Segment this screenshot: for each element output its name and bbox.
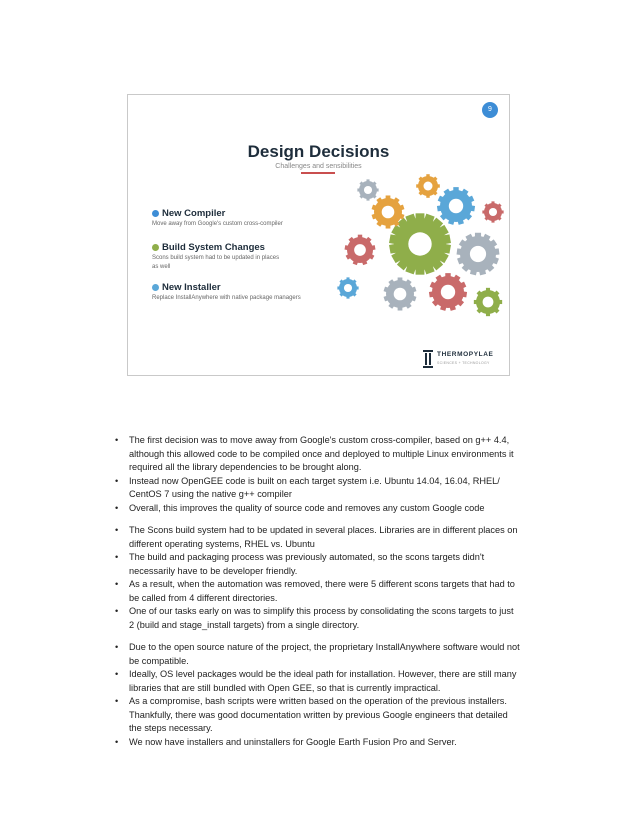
- slide-subtitle: Challenges and sensibilities: [275, 163, 362, 170]
- note-item: • Instead now OpenGEE code is built on each target system i.e. Ubuntu 14.04, 16.04, RHEL/ CentOS 7 using the native g++ compiler: [115, 475, 500, 499]
- note-item: • The build and packaging process was previously automated, so the scons targets didn't necessarily have to be developer friendly.: [115, 552, 485, 576]
- company-logo: [422, 349, 493, 369]
- gear-icon: [429, 273, 467, 311]
- item-description: as well: [152, 264, 171, 270]
- logo-tagline: SCIENCES + TECHNOLOGY: [437, 361, 490, 365]
- slide-item-build-system: [152, 242, 352, 271]
- item-description: Scons build system had to be updated in places: [152, 255, 280, 261]
- item-heading: New Installer: [162, 282, 221, 293]
- gear-icon: [357, 179, 378, 200]
- note-item: • One of our tasks early on was to simplify this process by consolidating the scons targets to just 2 (build and stage_install targets) from a single directory.: [115, 606, 514, 630]
- notes-group-installer: [115, 641, 520, 749]
- gear-icon: [337, 277, 358, 298]
- note-item: • Ideally, OS level packages would be the ideal path for installation. However, there are still many libraries that are still bundled with Open GEE, so that is currently impractical.: [115, 669, 517, 693]
- slide-item-new-compiler: [152, 208, 352, 228]
- note-item: • Overall, this improves the quality of source code and removes any custom Google code: [115, 502, 485, 513]
- item-description: Move away from Google's custom cross-compiler: [152, 221, 283, 227]
- bullet-dot-icon: [152, 210, 159, 217]
- gear-icon: [482, 201, 503, 222]
- slide-number-badge: 9: [482, 102, 498, 118]
- notes-group-compiler: [115, 434, 520, 515]
- note-item: • The Scons build system had to be updated in several places. Libraries are in different places on different operating systems, RHEL vs. Ubuntu: [115, 525, 518, 549]
- gear-icon: [474, 288, 502, 316]
- gear-icon: [384, 277, 417, 310]
- gears-illustration: [328, 172, 508, 330]
- item-heading: New Compiler: [162, 208, 226, 219]
- note-item: • Due to the open source nature of the project, the proprietary InstallAnywhere software would not be compatible.: [115, 642, 520, 666]
- logo-text: [437, 351, 493, 367]
- bullet-dot-icon: [152, 244, 159, 251]
- item-heading: Build System Changes: [162, 242, 265, 253]
- slide-title: Design Decisions: [247, 142, 390, 161]
- gear-icon: [416, 174, 440, 198]
- bullet-dot-icon: [152, 284, 159, 291]
- logo-name: THERMOPYLAE: [437, 351, 494, 358]
- column-logo-icon: [422, 349, 434, 369]
- note-item: • The first decision was to move away from Google's custom cross-compiler, based on g++ 4.4, although this allowed code to be compiled once and deployed to multiple Linux environments it required all the library dependencies to be brought along.: [115, 435, 514, 472]
- gear-icon: [437, 187, 475, 225]
- gear-icon: [345, 235, 376, 266]
- note-item: • As a result, when the automation was removed, there were 5 different scons targets that had to be called from 4 different directories.: [115, 579, 515, 603]
- gear-icon: [457, 233, 500, 276]
- note-item: • We now have installers and uninstallers for Google Earth Fusion Pro and Server.: [115, 736, 457, 747]
- slide-item-new-installer: [152, 282, 352, 302]
- notes-group-build: [115, 524, 520, 632]
- speaker-notes: [115, 434, 520, 758]
- note-item: • As a compromise, bash scripts were written based on the operation of the previous installers. Thankfully, there was good documentation written by previous Google engineers that detailed the steps necessary.: [115, 696, 508, 733]
- item-description: Replace InstallAnywhere with native package managers: [152, 295, 301, 301]
